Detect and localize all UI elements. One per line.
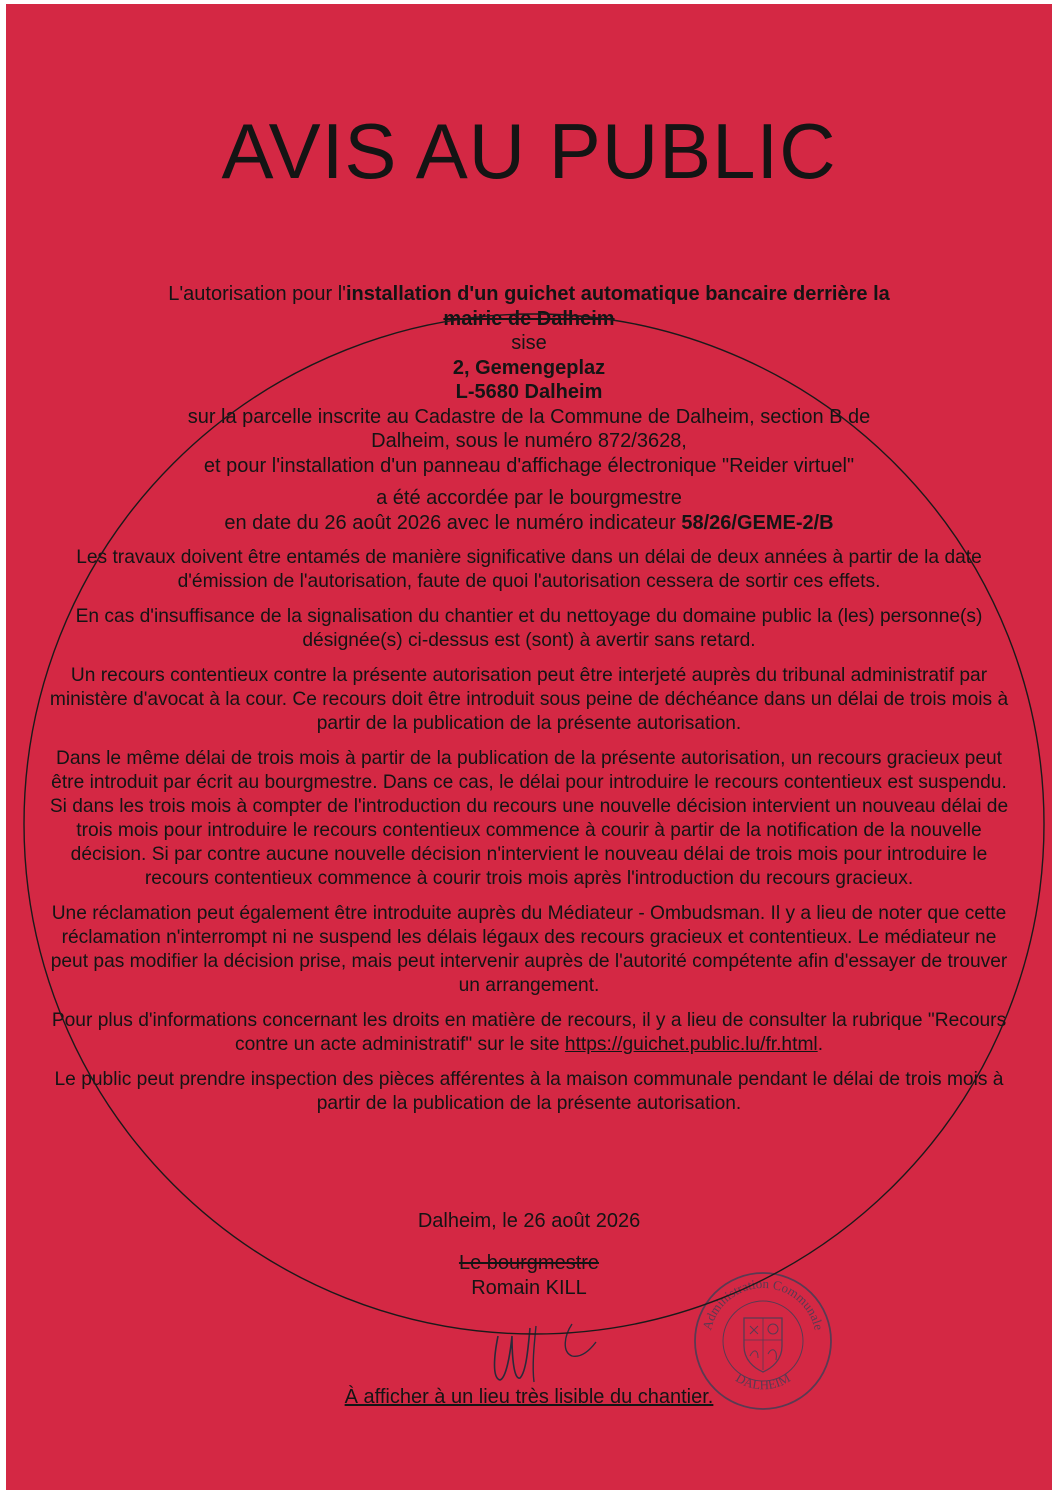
date-line: [6, 511, 1052, 536]
cadastre-line-1: sur la parcelle inscrite au Cadastre de la Commune de Dalheim, section B de: [187, 405, 871, 428]
intro-prefix: L'autorisation pour l': [168, 283, 346, 305]
paragraph-works: Les travaux doivent être entamés de manière significative dans un délai de deux années à partir de la date d'émission de l'autorisation, faute de quoi l'autorisation cessera de sortir ces effets.: [76, 547, 982, 592]
info-end: .: [817, 1034, 824, 1055]
project-line-1: [6, 282, 1052, 307]
paragraph-gracious: Dans le même délai de trois mois à partir de la publication de la présente autorisation, un recours gracieux peut être introduit par écrit au bourgmestre. Dans ce cas, le délai pour introduire le recours contentieux est suspendu. Si dans les trois mois à compter de l'introduction du recours une nouvelle décision intervient un nouveau délai de trois mois pour introduire le recours contentieux commence à courir à partir de la notification de la nouvelle décision. Si par contre aucune nouvelle décision n'intervient le nouveau délai de trois mois pour introduire le recours contentieux commence à courir trois mois après l'introduction du recours gracieux.: [49, 748, 1009, 889]
notice-body: [6, 282, 1052, 1116]
posting-instruction: À afficher à un lieu très lisible du chantier.: [344, 1386, 714, 1408]
signature-icon: [476, 1306, 616, 1396]
paragraph-appeal: Un recours contentieux contre la présente autorisation peut être interjeté auprès du tribunal administratif par ministère d'avocat à la cour. Ce recours doit être introduit sous peine de déchéance dans un délai de trois mois à partir de la publication de la présente autorisation.: [49, 665, 1009, 734]
info-text: Pour plus d'informations concernant les droits en matière de recours, il y a lieu de consulter la rubrique "Recours contre un acte administratif" sur le site: [51, 1010, 1007, 1055]
address-city: L-5680 Dalheim: [455, 381, 603, 403]
project-name-part-2: mairie de Dalheim: [443, 307, 615, 330]
guichet-link[interactable]: https://guichet.public.lu/fr.html: [564, 1034, 818, 1055]
signoff-name: Romain KILL: [471, 1277, 587, 1299]
notice-title: AVIS AU PUBLIC: [221, 107, 837, 195]
seal-text-bottom: DALHEIM: [733, 1370, 793, 1393]
address-street: 2, Gemengeplaz: [452, 356, 606, 379]
notice-sheet: [6, 4, 1052, 1490]
notice-intro: [6, 282, 1052, 535]
paragraph-signage: En cas d'insuffisance de la signalisation du chantier et du nettoyage du domaine public la (les) personne(s) désignée(s) ci-dessus est (sont) à avertir sans retard.: [75, 606, 983, 651]
project-name-part-1: installation d'un guichet automatique bancaire derrière la: [345, 283, 890, 305]
reference-number: 58/26/GEME-2/B: [681, 511, 834, 534]
granted-line: a été accordée par le bourgmestre: [376, 487, 682, 509]
date-text: en date du 26 août 2026 avec le numéro indicateur: [224, 511, 682, 534]
signoff-place-date: Dalheim, le 26 août 2026: [417, 1210, 641, 1232]
seal-text-top: Administration Communale: [699, 1275, 827, 1332]
signoff-role: Le bourgmestre: [458, 1252, 600, 1274]
coat-of-arms-icon: [744, 1318, 782, 1372]
paragraph-ombudsman: Une réclamation peut également être introduite auprès du Médiateur - Ombudsman. Il y a lieu de noter que cette réclamation n'interrompt ni ne suspend les délais légaux des recours gracieux et contentieux. Le médiateur ne peut pas modifier la décision prise, mais peut intervenir auprès de l'autorité compétente afin d'essayer de trouver un arrangement.: [50, 903, 1008, 996]
paragraph-info: [6, 1009, 1052, 1057]
panel-line: et pour l'installation d'un panneau d'affichage électronique "Reider virtuel": [203, 454, 855, 477]
cadastre-line-2: Dalheim, sous le numéro 872/3628,: [371, 430, 687, 452]
paragraph-inspection: Le public peut prendre inspection des pièces afférentes à la maison communale pendant le délai de trois mois à partir de la publication de la présente autorisation.: [54, 1069, 1004, 1114]
sise-label: sise: [511, 332, 547, 354]
